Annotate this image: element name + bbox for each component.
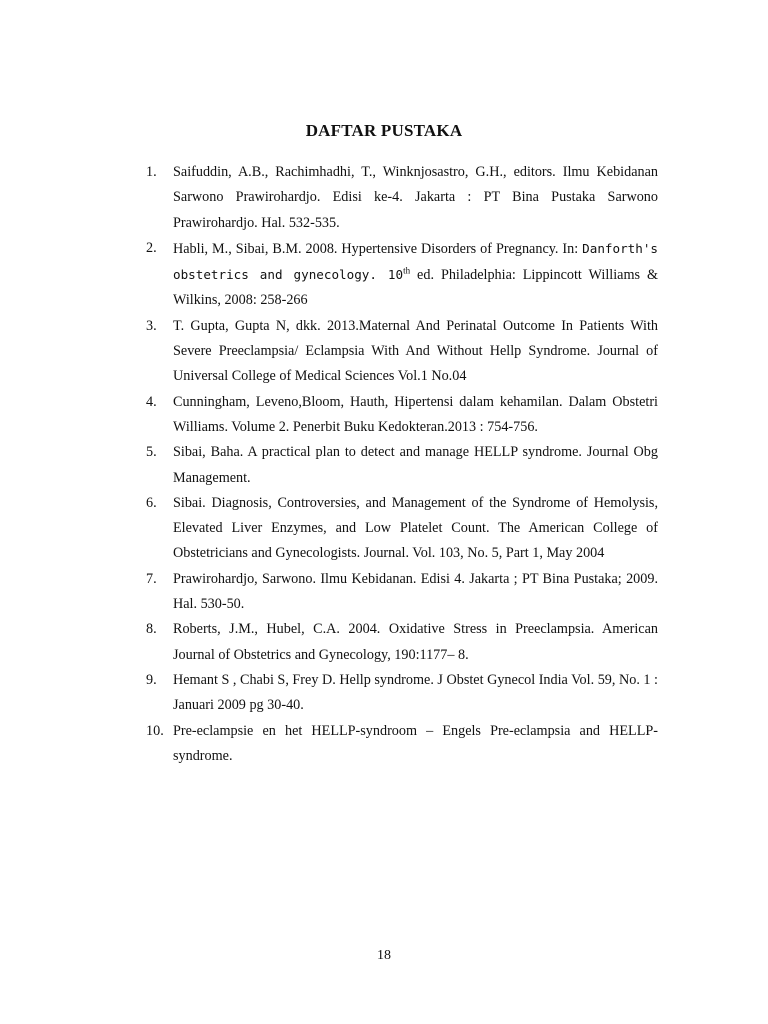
reference-item-7 <box>146 567 658 618</box>
reference-text: Saifuddin, A.B., Rachimhadhi, T., Winknjosastro, G.H., editors. Ilmu Kebidanan Sarwono Prawirohardjo. Edisi ke-4. Jakarta : PT Bina Pustaka Sarwono Prawirohardjo. Hal. 532-535. <box>173 164 658 231</box>
reference-item-3 <box>146 314 658 390</box>
page-title: DAFTAR PUSTAKA <box>305 121 463 140</box>
reference-text: Cunningham, Leveno,Bloom, Hauth, Hipertensi dalam kehamilan. Dalam Obstetri Williams. Volume 2. Penerbit Buku Kedokteran.2013 : 754-756. <box>173 393 658 435</box>
reference-number: 9. <box>146 671 157 688</box>
reference-text: Roberts, J.M., Hubel, C.A. 2004. Oxidative Stress in Preeclampsia. American Journal of Obstetrics and Gynecology, 190:1177– 8. <box>173 621 658 663</box>
reference-number: 7. <box>146 570 157 587</box>
reference-item-1 <box>146 160 658 236</box>
reference-number: 1. <box>146 164 157 180</box>
reference-item-5 <box>146 440 658 491</box>
reference-item-6 <box>146 491 658 567</box>
reference-text: Sibai, Baha. A practical plan to detect and manage HELLP syndrome. Journal Obg Management. <box>173 444 658 486</box>
reference-text: Pre-eclampsie en het HELLP-syndroom – Engels Pre-eclampsia and HELLP-syndrome. <box>173 722 658 764</box>
reference-text: Sibai. Diagnosis, Controversies, and Management of the Syndrome of Hemolysis, Elevated Liver Enzymes, and Low Platelet Count. The American College of Obstetricians and Gynecologists. Journal. Vol. 103, No. 5, Part 1, May 2004 <box>173 494 658 562</box>
page-number: 18 <box>377 948 391 963</box>
reference-text-part: ed. Philadelphia: Lippincott Williams & Wilkins, 2008: 258-266 <box>173 267 658 309</box>
reference-item-4 <box>146 390 658 441</box>
reference-text: Hemant S , Chabi S, Frey D. Hellp syndrome. J Obstet Gynecol India Vol. 59, No. 1 : Januari 2009 pg 30-40. <box>173 671 658 714</box>
reference-number: 10. <box>146 722 164 739</box>
reference-number: 6. <box>146 494 157 511</box>
reference-item-9 <box>146 668 658 719</box>
reference-item-8 <box>146 617 658 668</box>
reference-item-2 <box>146 236 658 314</box>
reference-number: 2. <box>146 239 157 256</box>
book-title: Danforth's obstetrics and gynecology. 10 <box>173 240 658 283</box>
reference-text: Prawirohardjo, Sarwono. Ilmu Kebidanan. Edisi 4. Jakarta ; PT Bina Pustaka; 2009. Hal. 530-50. <box>173 570 658 613</box>
reference-number: 4. <box>146 393 157 410</box>
reference-text <box>173 236 658 314</box>
reference-number: 3. <box>146 317 157 334</box>
reference-list <box>146 160 658 769</box>
reference-number: 8. <box>146 621 157 638</box>
reference-text: T. Gupta, Gupta N, dkk. 2013.Maternal And Perinatal Outcome In Patients With Severe Preeclampsia/ Eclampsia With And Without Hellp Syndrome. Journal of Universal College of Medical Sciences Vol.1 No.04 <box>173 317 658 385</box>
reference-number: 5. <box>146 444 157 461</box>
superscript: th <box>403 265 411 276</box>
reference-text-part: Habli, M., Sibai, B.M. 2008. Hypertensive Disorders of Pregnancy. In: <box>173 240 583 257</box>
reference-item-10 <box>146 719 658 770</box>
